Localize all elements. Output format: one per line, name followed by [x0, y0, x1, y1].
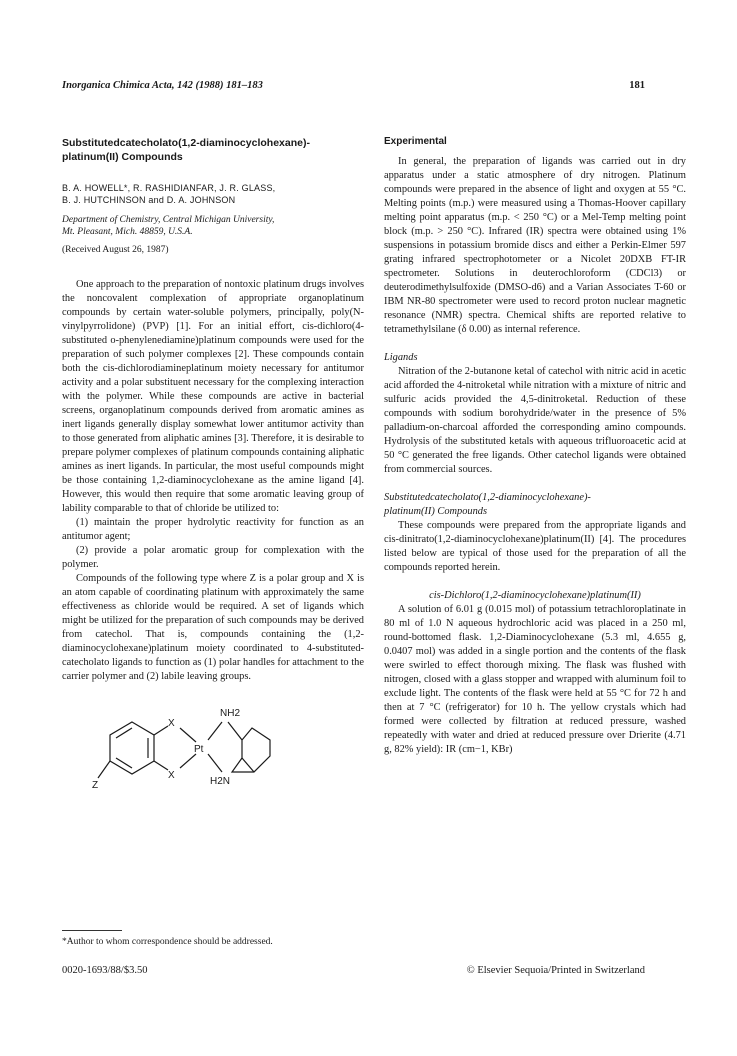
- compounds-heading-line-2: platinum(II) Compounds: [384, 506, 488, 517]
- ligands-heading: Ligands: [384, 352, 418, 363]
- footnote-divider: [62, 930, 122, 931]
- affiliation-line-1: Department of Chemistry, Central Michigan University,: [62, 215, 275, 225]
- article-title: [62, 136, 364, 164]
- affiliation: [62, 214, 364, 238]
- page-number: 181: [629, 80, 645, 91]
- x-label-top: X: [168, 718, 175, 729]
- dichloro-paragraph: A solution of 6.01 g (0.015 mol) of potassium tetrachloroplatinate in 80 ml of 1.0 N aqueous hydrochloric acid was placed in a 250 ml, round-bottomed flask. 1,2-Diaminocyclohexane (5.3 ml, 4.655 g, 0.0407 mol) was added in a single portion and the contents of the flask were swirled to effect thorough mixing. The flask was flushed with nitrogen, closed with a glass stopper and wrapped with aluminum foil to exclude light. The contents of the flask were held at 55 °C for 72 h and then at 7 °C (refrigerator) for 10 h. The yellow crystals which had formed were collected by filtration at reduced pressure, washed repeatedly with water and dried at reduced pressure over Drierite (4.71 g, 82% yield): IR (cm−1, KBr): [384, 604, 686, 755]
- authors-line-1: B. A. HOWELL*, R. RASHIDIANFAR, J. R. GLASS,: [62, 183, 276, 193]
- author-list: [62, 182, 364, 206]
- journal-citation: Inorganica Chimica Acta, 142 (1988) 181–183: [62, 80, 263, 91]
- z-label: Z: [92, 780, 99, 791]
- left-column: [62, 136, 364, 817]
- pt-label: Pt: [194, 744, 204, 755]
- benzene-ring: [110, 722, 154, 774]
- authors-line-2: B. J. HUTCHINSON and D. A. JOHNSON: [62, 195, 236, 205]
- nh2-label: NH2: [220, 708, 241, 719]
- compounds-heading: [384, 491, 686, 519]
- x-label-bottom: X: [168, 770, 175, 781]
- cyclohexane-ring: [228, 722, 270, 772]
- cyclohexane-bond: [242, 758, 254, 772]
- z-bond: [98, 761, 110, 778]
- compounds-paragraph: Compounds of the following type where Z is a polar group and X is an atom capable of coordinating platinum with approximately the same effectiveness as chloride would be required. A set of ligands which might be utilized for the preparation of such compounds may be derived from catechol. That is, compounds containing the (1,2-diaminocyclohexane)platinum moiety coordinated to 4-substituted-catecholato ligands to function as (1) polar handles for attachment to the carrier polymer and (2) labile leaving groups.: [62, 573, 364, 682]
- dichloro-heading: cis-Dichloro(1,2-diaminocyclohexane)platinum(II): [429, 590, 641, 601]
- ligands-paragraph: Nitration of the 2-butanone ketal of catechol with nitric acid in acetic acid afforded the 4-nitroketal while nitration with a mixture of nitric and sulfuric acids provided the 4,5-dinitroketal. Reduction of these compounds with sodium borohydride/water in the presence of 5% palladium-on-charcoal afforded the corresponding amino compounds. Hydrolysis of the substituted ketals with aqueous trifluoroacetic acid at 50 °C generated the free ligands. Other catechol ligands were obtained from commercial sources.: [384, 366, 686, 475]
- pt-n-bond-bottom: [208, 754, 222, 772]
- article-title-line-1: Substitutedcatecholato(1,2-diaminocyclohexane)-: [62, 137, 310, 149]
- compounds-paragraph-right: These compounds were prepared from the appropriate ligands and cis-dinitrato(1,2-diaminocyclohexane)platinum(II) [4]. The procedures listed below are typical of those used for the preparation of all the compounds reported herein.: [384, 520, 686, 573]
- publisher-line: © Elsevier Sequoia/Printed in Switzerland: [466, 965, 645, 976]
- list-item-1: (1) maintain the proper hydrolytic reactivity for function as an antitumor agent;: [62, 517, 364, 542]
- right-column: [384, 136, 686, 757]
- list-item-2: (2) provide a polar aromatic group for complexation with the polymer.: [62, 545, 364, 570]
- affiliation-line-2: Mt. Pleasant, Mich. 48859, U.S.A.: [62, 227, 193, 237]
- article-title-line-2: platinum(II) Compounds: [62, 151, 183, 163]
- x-pt-bond-bottom: [180, 754, 196, 768]
- x-bond-top: [154, 726, 168, 735]
- issn-code: 0020-1693/88/$3.50: [62, 965, 148, 976]
- experimental-paragraph: In general, the preparation of ligands was carried out in dry apparatus under a static atmosphere of dry nitrogen. Platinum compounds were prepared in the absence of light and oxygen at 55 °C. Melting points (m.p.) were measured using a Thomas-Hoover capillary melting point apparatus (m.p. < 250 °C) or a Mel-Temp melting point block (m.p. > 250 °C). Infrared (IR) spectra were obtained using 1% suspensions in potassium bromide discs and either a Perkin-Elmer 597 grating infrared spectrophotometer or a Nicolet 20DXB FT-IR spectrometer. Solutions in deuterochloroform (CDCl3) or deuterodimethylsulfoxide (DMSO-d6) and a Varian Associates T-60 or IBM NR-80 spectrometer were used to record proton nuclear magnetic resonance (NMR) spectra. Chemical shifts are reported relative to tetramethylsilane (δ 0.00) as internal reference.: [384, 156, 686, 335]
- pt-n-bond-top: [208, 722, 222, 740]
- chemical-structure: [92, 692, 312, 812]
- h2n-label: H2N: [210, 776, 231, 787]
- x-pt-bond-top: [180, 728, 196, 742]
- experimental-heading: Experimental: [384, 136, 447, 147]
- x-bond-bottom: [154, 761, 168, 770]
- author-footnote: *Author to whom correspondence should be addressed.: [62, 937, 273, 947]
- received-date: (Received August 26, 1987): [62, 245, 169, 255]
- intro-paragraph: One approach to the preparation of nontoxic platinum drugs involves the noncovalent complexation of appropriate organoplatinum compounds by certain water-soluble polymers, principally, poly(N-vinylpyrrolidone) (PVP) [1]. For an initial effort, cis-dichloro(4-substituted o-phenylenediamine)platinum compounds were used for the preparation of such polymer complexes [2]. These compounds contain both the cis-dichlorodiamineplatinum moiety necessary for antitumor activity and a polar substituent necessary for the complexing interaction with the polymer. While these compounds are active in bacterial screens, organoplatinum compounds derived from aromatic amines as inert ligands generally display somewhat lower antitumor activity than to those generated from aliphatic amines [3]. Therefore, it is desirable to prepare polymer complexes of platinum compounds containing aliphatic amines as inert ligands. In particular, the most useful compounds might be those containing 1,2-diaminocyclohexane as the amine ligand [4]. However, this would then require that some aromatic leaving group of lability comparable to that of chloride be utilized to:: [62, 279, 364, 514]
- compounds-heading-line-1: Substitutedcatecholato(1,2-diaminocyclohexane)-: [384, 492, 591, 503]
